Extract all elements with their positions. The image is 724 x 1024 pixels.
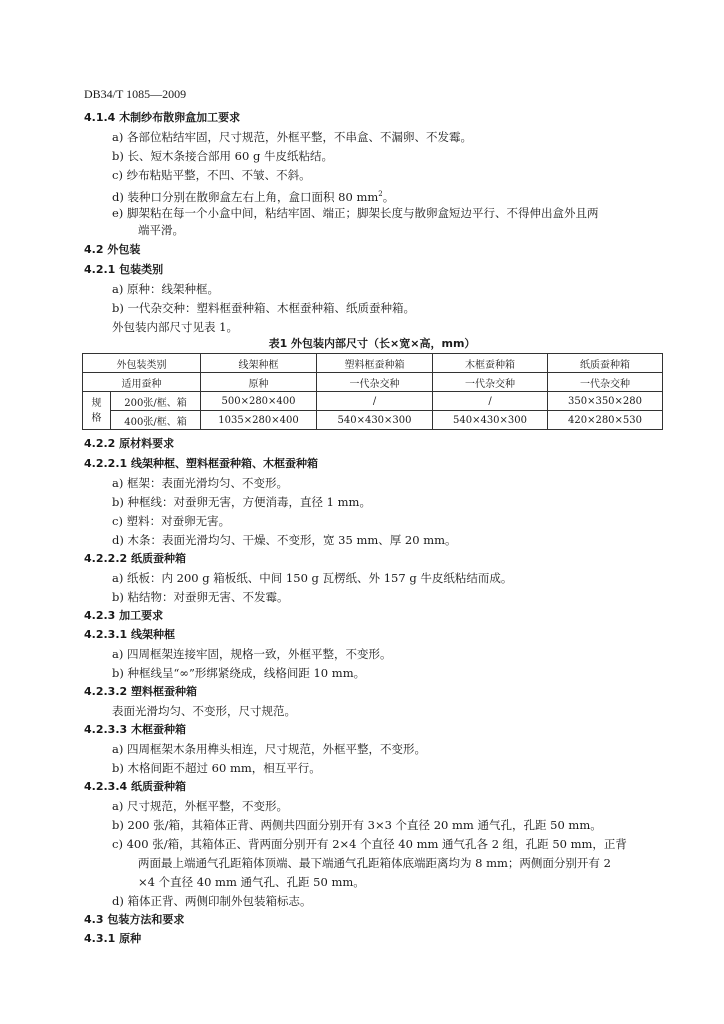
list-item: a) 各部位粘结牢固，尺寸规范，外框平整，不串盒、不漏卵、不发霉。 bbox=[112, 130, 472, 144]
heading-4-2-2-2: 4.2.2.2 纸质蚕种箱 bbox=[84, 552, 186, 565]
table-cell: 线架种框 bbox=[201, 354, 317, 373]
list-item: b) 粘结物：对蚕卵无害、不发霉。 bbox=[112, 590, 289, 604]
table-cell: 500×280×400 bbox=[201, 392, 317, 411]
table-cell: 400张/框、箱 bbox=[111, 411, 201, 430]
table-cell: / bbox=[317, 392, 433, 411]
list-item: d) 箱体正背、两侧印制外包装箱标志。 bbox=[112, 894, 312, 908]
heading-4-2-2: 4.2.2 原材料要求 bbox=[84, 437, 175, 450]
list-item-continuation: 两面最上端通气孔距箱体顶端、最下端通气孔距箱体底端距离均为 8 mm；两侧面分别开有 2 bbox=[138, 856, 611, 870]
list-item: b) 种框线：对蚕卵无害，方便消毒，直径 1 mm。 bbox=[112, 495, 371, 509]
list-item: c) 400 张/箱，其箱体正、背两面分别开有 2×4 个直径 40 mm 通气孔各 2 组，孔距 50 mm，正背 bbox=[112, 837, 627, 851]
list-item bbox=[112, 186, 394, 205]
table-cell: 木框蚕种箱 bbox=[433, 354, 548, 373]
list-item: a) 纸板：内 200 g 箱板纸、中间 150 g 瓦楞纸、外 157 g 牛皮纸粘结而成。 bbox=[112, 571, 513, 585]
list-item: b) 种框线呈“∞”形绑紧绕成，线格间距 10 mm。 bbox=[112, 666, 366, 680]
table-row bbox=[83, 411, 663, 430]
list-item: a) 四周框架连接牢固，规格一致，外框平整，不变形。 bbox=[112, 647, 392, 661]
paragraph: 外包装内部尺寸见表 1。 bbox=[112, 320, 238, 334]
table-cell: 200张/框、箱 bbox=[111, 392, 201, 411]
table-cell: 350×350×280 bbox=[548, 392, 663, 411]
table-row bbox=[83, 392, 663, 411]
list-item-text: d) 装种口分别在散卵盒左右上角，盒口面积 80 mm bbox=[112, 189, 379, 204]
document-id: DB34/T 1085—2009 bbox=[84, 87, 187, 101]
superscript: 2 bbox=[378, 190, 383, 198]
list-item-tail: 。 bbox=[382, 189, 395, 204]
table-cell: 纸质蚕种箱 bbox=[548, 354, 663, 373]
list-item-continuation: ×4 个直径 40 mm 通气孔、孔距 50 mm。 bbox=[138, 875, 365, 889]
heading-4-1-4: 4.1.4 木制纱布散卵盒加工要求 bbox=[84, 111, 241, 124]
heading-4-2: 4.2 外包装 bbox=[84, 243, 141, 256]
list-item: d) 木条：表面光滑均匀、干燥、不变形，宽 35 mm、厚 20 mm。 bbox=[112, 533, 457, 547]
table-header-row bbox=[83, 354, 663, 373]
spec-label-char: 格 bbox=[91, 412, 102, 424]
heading-4-2-3-1: 4.2.3.1 线架种框 bbox=[84, 628, 175, 641]
table-cell: 540×430×300 bbox=[433, 411, 548, 430]
spec-label-char: 规 bbox=[91, 397, 102, 409]
table-cell: 420×280×530 bbox=[548, 411, 663, 430]
list-item: c) 纱布粘贴平整，不凹、不皱、不斜。 bbox=[112, 168, 311, 182]
heading-4-2-3-3: 4.2.3.3 木框蚕种箱 bbox=[84, 723, 186, 736]
spec-label-cell bbox=[83, 392, 111, 430]
heading-4-2-3: 4.2.3 加工要求 bbox=[84, 609, 164, 622]
table-caption: 表1 外包装内部尺寸（长×宽×高，mm） bbox=[268, 337, 476, 350]
heading-4-2-2-1: 4.2.2.1 线架种框、塑料框蚕种箱、木框蚕种箱 bbox=[84, 457, 318, 470]
list-item: a) 尺寸规范，外框平整，不变形。 bbox=[112, 799, 288, 813]
table-cell: 一代杂交种 bbox=[317, 373, 433, 392]
table-cell: 1035×280×400 bbox=[201, 411, 317, 430]
list-item: c) 塑料：对蚕卵无害。 bbox=[112, 514, 231, 528]
list-item-continuation: 端平滑。 bbox=[138, 223, 184, 237]
heading-4-2-3-2: 4.2.3.2 塑料框蚕种箱 bbox=[84, 685, 197, 698]
table-cell: 一代杂交种 bbox=[433, 373, 548, 392]
table-cell: 塑料框蚕种箱 bbox=[317, 354, 433, 373]
heading-4-2-3-4: 4.2.3.4 纸质蚕种箱 bbox=[84, 780, 186, 793]
table-cell: / bbox=[433, 392, 548, 411]
table-cell: 540×430×300 bbox=[317, 411, 433, 430]
list-item: b) 200 张/箱，其箱体正背、两侧共四面分别开有 3×3 个直径 20 mm 通气孔，孔距 50 mm。 bbox=[112, 818, 602, 832]
table-cell: 适用蚕种 bbox=[83, 373, 201, 392]
table-cell: 原种 bbox=[201, 373, 317, 392]
list-item: a) 原种：线架种框。 bbox=[112, 282, 219, 296]
list-item: a) 四周框架木条用榫头相连，尺寸规范，外框平整，不变形。 bbox=[112, 742, 426, 756]
heading-4-3-1: 4.3.1 原种 bbox=[84, 932, 142, 945]
table-cell: 一代杂交种 bbox=[548, 373, 663, 392]
list-item: b) 长、短木条接合部用 60 g 牛皮纸粘结。 bbox=[112, 149, 333, 163]
table-cell: 外包装类别 bbox=[83, 354, 201, 373]
table-row bbox=[83, 373, 663, 392]
heading-4-3: 4.3 包装方法和要求 bbox=[84, 913, 185, 926]
paragraph: 表面光滑均匀、不变形，尺寸规范。 bbox=[112, 704, 296, 718]
list-item: b) 木格间距不超过 60 mm，相互平行。 bbox=[112, 761, 321, 775]
list-item: e) 脚架粘在每一个小盒中间，粘结牢固、端正；脚架长度与散卵盒短边平行、不得伸出盒外且两 bbox=[112, 206, 599, 220]
dimension-table bbox=[82, 353, 663, 430]
list-item: a) 框架：表面光滑均匀、不变形。 bbox=[112, 476, 288, 490]
list-item: b) 一代杂交种：塑料框蚕种箱、木框蚕种箱、纸质蚕种箱。 bbox=[112, 301, 416, 315]
heading-4-2-1: 4.2.1 包装类别 bbox=[84, 263, 164, 276]
